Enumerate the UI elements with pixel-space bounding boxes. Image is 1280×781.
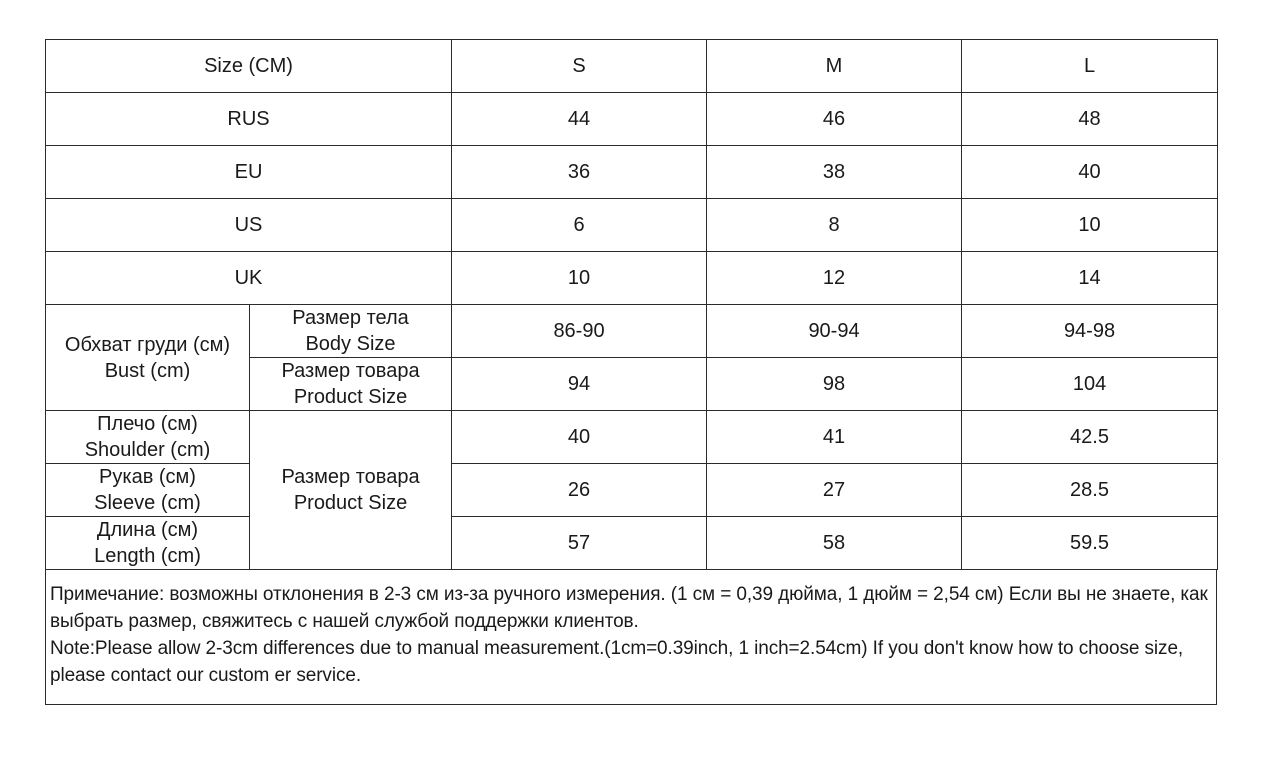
measure-type-ru: Размер тела (292, 307, 409, 329)
note-text-en: Note:Please allow 2-3cm differences due to manual measurement.(1cm=0.39inch, 1 inch=2.54cm) If you don't know how to choose size, please contact our custom er service. (50, 638, 1184, 686)
size-m-header: M (707, 40, 962, 93)
table-cell: 36 (452, 146, 707, 199)
table-cell: 12 (707, 252, 962, 305)
shoulder-label (46, 411, 250, 464)
table-cell: 26 (452, 464, 707, 517)
table-cell: 10 (452, 252, 707, 305)
table-cell: 44 (452, 93, 707, 146)
size-l-header: L (962, 40, 1218, 93)
table-row-length (46, 517, 1218, 570)
length-label (46, 517, 250, 570)
length-label-en: Length (cm) (94, 545, 201, 567)
table-cell: 58 (707, 517, 962, 570)
row-label: EU (46, 146, 452, 199)
measure-type-en: Product Size (293, 492, 408, 514)
table-cell: 59.5 (962, 517, 1218, 570)
table-row-eu (46, 146, 1218, 199)
table-cell: 94-98 (962, 305, 1218, 358)
table-row-shoulder (46, 411, 1218, 464)
measure-type (250, 305, 452, 358)
measure-type-en: Product Size (293, 386, 408, 408)
measure-type-en: Body Size (305, 333, 396, 355)
length-label-ru: Длина (см) (96, 519, 199, 541)
measure-type-ru: Размер товара (281, 360, 420, 382)
shoulder-label-ru: Плечо (см) (97, 413, 198, 435)
table-cell: 104 (962, 358, 1218, 411)
table-row-sleeve (46, 464, 1218, 517)
table-cell: 10 (962, 199, 1218, 252)
table-row-bust-body (46, 305, 1218, 358)
bust-label-ru: Обхват груди (см) (64, 333, 231, 356)
row-label: RUS (46, 93, 452, 146)
table-cell: 8 (707, 199, 962, 252)
table-row-uk (46, 252, 1218, 305)
row-label: US (46, 199, 452, 252)
sleeve-label-ru: Рукав (см) (99, 466, 196, 488)
table-cell: 38 (707, 146, 962, 199)
bust-label (46, 305, 250, 411)
measure-type-ru: Размер товара (281, 466, 420, 488)
table-cell: 94 (452, 358, 707, 411)
table-cell: 40 (962, 146, 1218, 199)
header-label: Size (CM) (46, 40, 452, 93)
header-row (46, 40, 1218, 93)
note-box (45, 570, 1217, 705)
table-cell: 90-94 (707, 305, 962, 358)
table-cell: 14 (962, 252, 1218, 305)
size-table (45, 39, 1218, 570)
table-row-us (46, 199, 1218, 252)
table-cell: 46 (707, 93, 962, 146)
table-cell: 98 (707, 358, 962, 411)
note-text-ru: Примечание: возможны отклонения в 2-3 см из-за ручного измерения. (1 см = 0,39 дюйма, 1 дюйм = 2,54 см) Если вы не знаете, как выбрать размер, свяжитесь с нашей службой поддержки клиентов. (50, 584, 1208, 632)
table-row-rus (46, 93, 1218, 146)
table-cell: 42.5 (962, 411, 1218, 464)
size-chart (45, 39, 1217, 705)
measure-type (250, 358, 452, 411)
sleeve-label (46, 464, 250, 517)
table-cell: 57 (452, 517, 707, 570)
table-cell: 6 (452, 199, 707, 252)
table-cell: 27 (707, 464, 962, 517)
table-cell: 41 (707, 411, 962, 464)
table-cell: 28.5 (962, 464, 1218, 517)
size-s-header: S (452, 40, 707, 93)
measure-type (250, 411, 452, 570)
sleeve-label-en: Sleeve (cm) (94, 492, 201, 514)
bust-label-en: Bust (cm) (104, 359, 191, 382)
table-cell: 40 (452, 411, 707, 464)
table-cell: 48 (962, 93, 1218, 146)
row-label: UK (46, 252, 452, 305)
shoulder-label-en: Shoulder (cm) (84, 439, 211, 461)
table-cell: 86-90 (452, 305, 707, 358)
